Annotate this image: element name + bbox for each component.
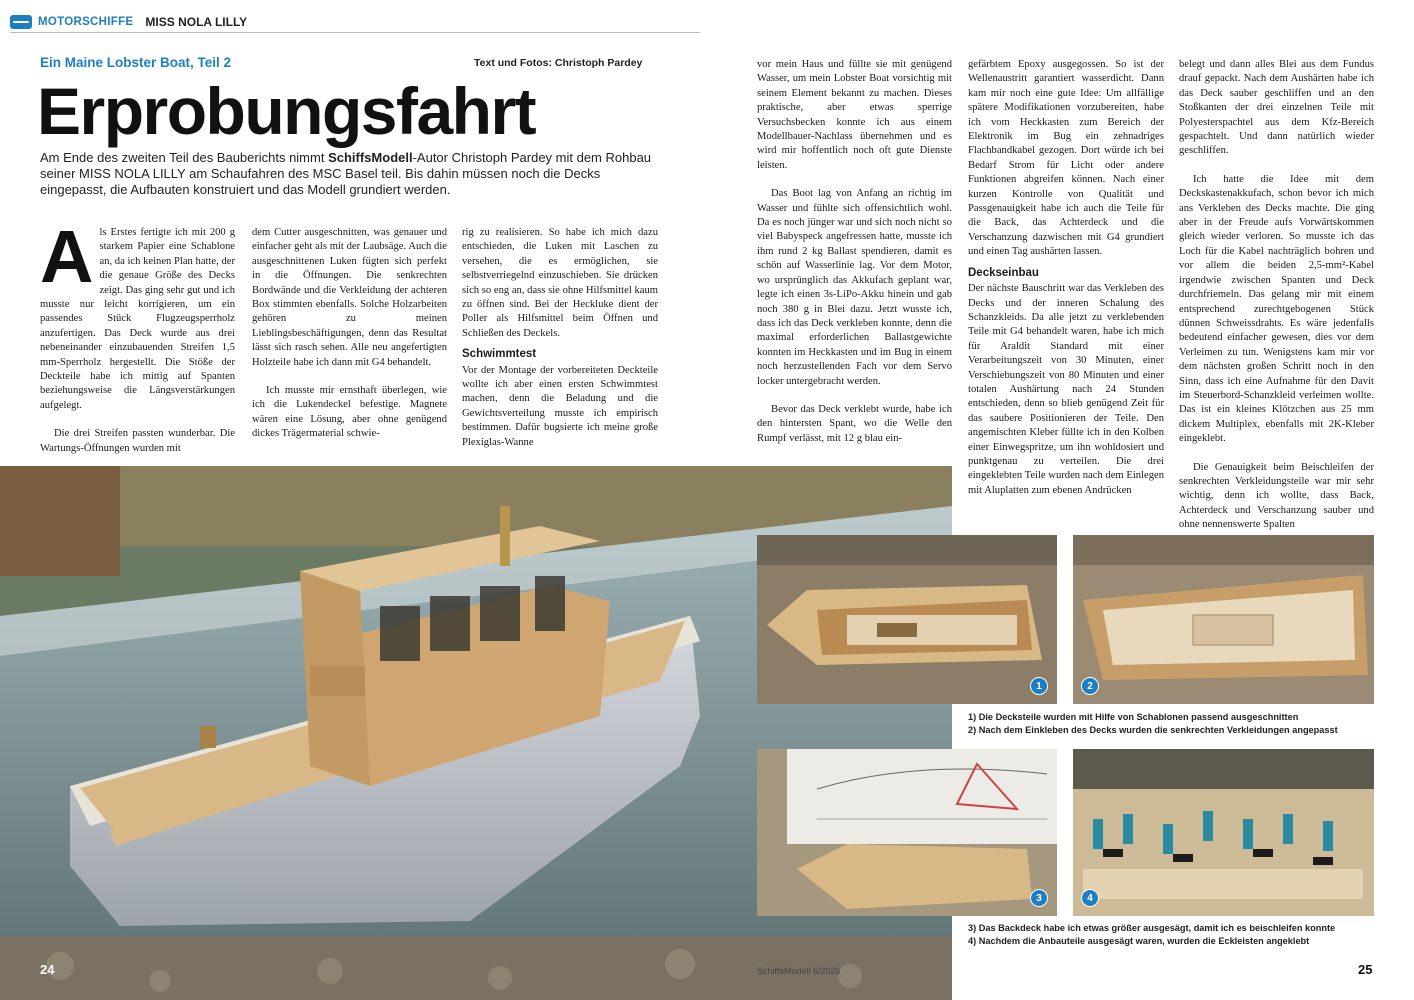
page-number-left: 24 — [40, 962, 55, 977]
photo-4-clamped-parts — [1073, 749, 1374, 916]
photo-badge-1: 1 — [1030, 677, 1048, 695]
wave-logo-icon — [10, 15, 32, 29]
caption-photos-1-2: 1) Die Decksteile wurden mit Hilfe von Schablonen passend ausgeschnitten 2) Nach dem Einkleben des Decks wurden die senkrechten Verkleidungen angepasst — [968, 712, 1338, 735]
photo-badge-3: 3 — [1030, 889, 1048, 907]
author-credit: Text und Fotos: Christoph Pardey — [474, 57, 643, 69]
text-column-4: vor mein Haus und füllte sie mit genügend Wasser, um mein Lobster Boat vorsichtig mit seinem Element bekannt zu machen. Dieses praktische, aber etwas sperrige Versuchsbecken konnte ich aus einem Modellbauer-Nachlass übernehmen und es wird mir hoffentlich noch oft gute Dienste leisten. Das Boot lag von Anfang an richtig im Wasser und fühlte sich offensichtlich wohl. Da es noch jünger war und sich noch nicht so viel Babyspeck angefressen hatte, musste ich ihm rund 2 kg Ballast spendieren, damit es schön auf Wasserlinie lag. Vor dem Motor, wo ursprünglich das Akkufach geplant war, legte ich einen 3s-LiPo-Akku hinein und gab noch 380 g in Blei dazu. Jetzt wusste ich, dass ich das Deck verkleben konnte, denn die maximal erforderlichen Ballastgewichte konnten im Heckkasten und im Bug in einem noch herzustellenden Fach vor dem Servo locker untergebracht werden. Bevor das Deck verklebt wurde, habe ich den hintersten Spant, wo die Welle den Rumpf verlässt, mit 12 g blau ein- — [757, 59, 952, 444]
photo-badge-2: 2 — [1081, 677, 1099, 695]
text-column-2: dem Cutter ausgeschnitten, was genauer und einfacher geht als mit der Laubsäge. Auch die ausgeschnittenen Luken fügten sich perfekt in die Öffnungen. Die senkrechten Bordwände und die Verkleidung der achteren Box stimmten ebenfalls. Solche Holzarbeiten gehören zu meinen Lieblingsbeschäftigungen, denn das Resultat lässt sich rasch sehen. Alle neu angefertigten Holzteile habe ich dann mit G4 behandelt. Ich musste mir ernsthaft überlegen, wie ich die Lukendeckel befestige. Magnete wären eine Lösung, aber ohne genügend dickes Trägermaterial schwie- — [252, 227, 447, 440]
series-title: MISS NOLA LILLY — [145, 15, 248, 29]
text-column-1: A ls Erstes fertigte ich mit 200 g starkem Papier eine Schablone an, da ich keinen Plan hatte, der die genaue Größe des Decks zeigt. Das ging sehr gut und ich musste nur leicht korrigieren, um ein passendes Stück Flugzeugsperrholz anzufertigen. Das Deck wurde aus drei nebeneinander einzubauenden Streifen 1,5 mm-Sperrholz hergestellt. Die Stöße der Deckteile habe ich mittig auf Spanten beziehungsweise die Längsverstärkungen aufgelegt. Die drei Streifen passten wunderbar. Die Wartungs-Öffnungen wurden mit — [40, 215, 235, 454]
caption-photos-3-4: 3) Das Backdeck habe ich etwas größer ausgesägt, damit ich es beischleifen konnte 4) Nachdem die Anbauteile ausgesägt waren, wurden die Eckleisten angeklebt — [968, 923, 1336, 946]
brand-name: SchiffsModell — [328, 150, 413, 165]
header-rule — [10, 32, 700, 33]
photo-1-deck-templates — [757, 535, 1057, 704]
text-column-5: gefärbtem Epoxy ausgegossen. So ist der Wellenaustritt garantiert wasserdicht. Dann kam mir noch eine gute Idee: Um allfällige spätere Modifikationen vorzubereiten, habe ich vom Heckkasten zum Bereich der Elektronik im Bug ein zehnadriges Flachbandkabel gezogen. Dort würde ich bei Bedarf Strom für Licht oder andere Funktionen abgreifen können. Nach einer kurzen Kontrolle von Qualität und Passgenauigkeit habe ich auch die Teile für die Back, das Achterdeck und die Verschanzung dazwischen mit G4 grundiert und einen Tag aushärten lassen. Deckseinbau Der nächste Bauschritt war das Verkleben des Decks und der inneren Schalung des Schanzkleids. Da alle jetzt zu verklebenden Teile mit G4 behandelt waren, habe ich mich für Araldit Standard mit einer Verarbeitungszeit von 30 Minuten, einer Verschiebungszeit von 80 Minuten und einer totalen Aushärtung nach 24 Stunden entschieden, denn so blieb genügend Zeit für das saubere Positionieren der Teile. Den angemischten Kleber füllte ich in den Kolben einer Einwegspritze, um ihn wohldosiert und punktgenau zu verteilen. Die drei eingeklebten Teile wurden nach dem Einlegen mit Aluplatten zum ebenen Andrücken — [968, 59, 1164, 496]
article-headline: Erprobungsfahrt — [37, 74, 536, 148]
photo-2-vertical-panels — [1073, 535, 1374, 704]
subheading-deckseinbau: Deckseinbau — [968, 266, 1039, 279]
article-lead: Am Ende des zweiten Teil des Bauberichts nimmt SchiffsModell-Autor Christoph Pardey mit dem Rohbau seiner MISS NOLA LILLY am Schaufahren des MSC Basel teil. Bis dahin müssen noch die Decks eingepasst, die Aufbauten konstruiert und das Modell grundiert werden. — [40, 150, 652, 197]
section-label: MOTORSCHIFFE — [38, 16, 134, 28]
subheading-schwimmtest: Schwimmtest — [462, 348, 537, 361]
page-number-right: 25 — [1358, 962, 1373, 977]
drop-cap: A — [40, 215, 94, 298]
photo-badge-4: 4 — [1081, 889, 1099, 907]
magazine-folio: SchiffsModell 6/2026 — [757, 966, 841, 976]
text-column-3: rig zu realisieren. So habe ich mich dazu entschieden, die Luken mit Laschen zu versehen, die es ermöglichen, sie selbstverriegelnd einzuschieben. Sie drücken sich so eng an, dass sie ohne Hilfsmittel kaum zu öffnen sind. Bei der Heckluke dient der Poller als Hilfsmittel beim Öffnen und Schließen des Deckels. Schwimmtest Vor der Montage der vorbereiteten Deckteile wollte ich aber einen ersten Schwimmtest machen, denn die Beladung und die Gewichtsverteilung musste ich empirisch bestimmen. Dafür bugsierte ich meine große Plexiglas-Wanne — [462, 227, 658, 448]
article-kicker: Ein Maine Lobster Boat, Teil 2 — [40, 55, 232, 70]
text-column-6: belegt und dann alles Blei aus dem Fundus drauf gepackt. Nach dem Aushärten habe ich das Deck sauber geschliffen und an den Stoßkanten der drei einzelnen Teile mit Polyesterspachtel aus dem Kfz-Bereich gespachtelt. Und dann natürlich wieder geschliffen. Ich hatte die Idee mit dem Deckskastenakkufach, schon bevor ich mich ans Verkleben des Decks machte. Die ging aber in der Freude aufs Vorwärtskommen gleich wieder verloren. So musste ich das Loch für die Kabel nachträglich bohren und vor allem die beiden 2,5-mm²-Kabel irgendwie zwischen Spanten und Deck durchfriemeln. Das gelang mir mit einem entsprechend zurechtgebogenen Stück dünnen Schweissdrahts. Es wäre jedenfalls bedeutend einfacher gewesen, dies vor dem Verleimen zu tun. Wenigstens kam mir vor dem nächsten großen Schritt noch in den Sinn, dass ich eine Aufnahme für den Davit im Steuerbord-Schanzkleid verleimen wollte. Das ist ein kleines Klötzchen aus 25 mm dickem Multiplex, ebenfalls mit 2K-Kleber eingeklebt. Die Genauigkeit beim Beischleifen der senkrechten Verkleidungsteile war mir sehr wichtig, denn ich wollte, dass Back, Achterdeck und Verschanzung sauber und ohne nennenswerte Spalten — [1179, 59, 1374, 531]
running-header — [10, 10, 700, 34]
photo-3-foredeck-cutout — [757, 749, 1057, 916]
